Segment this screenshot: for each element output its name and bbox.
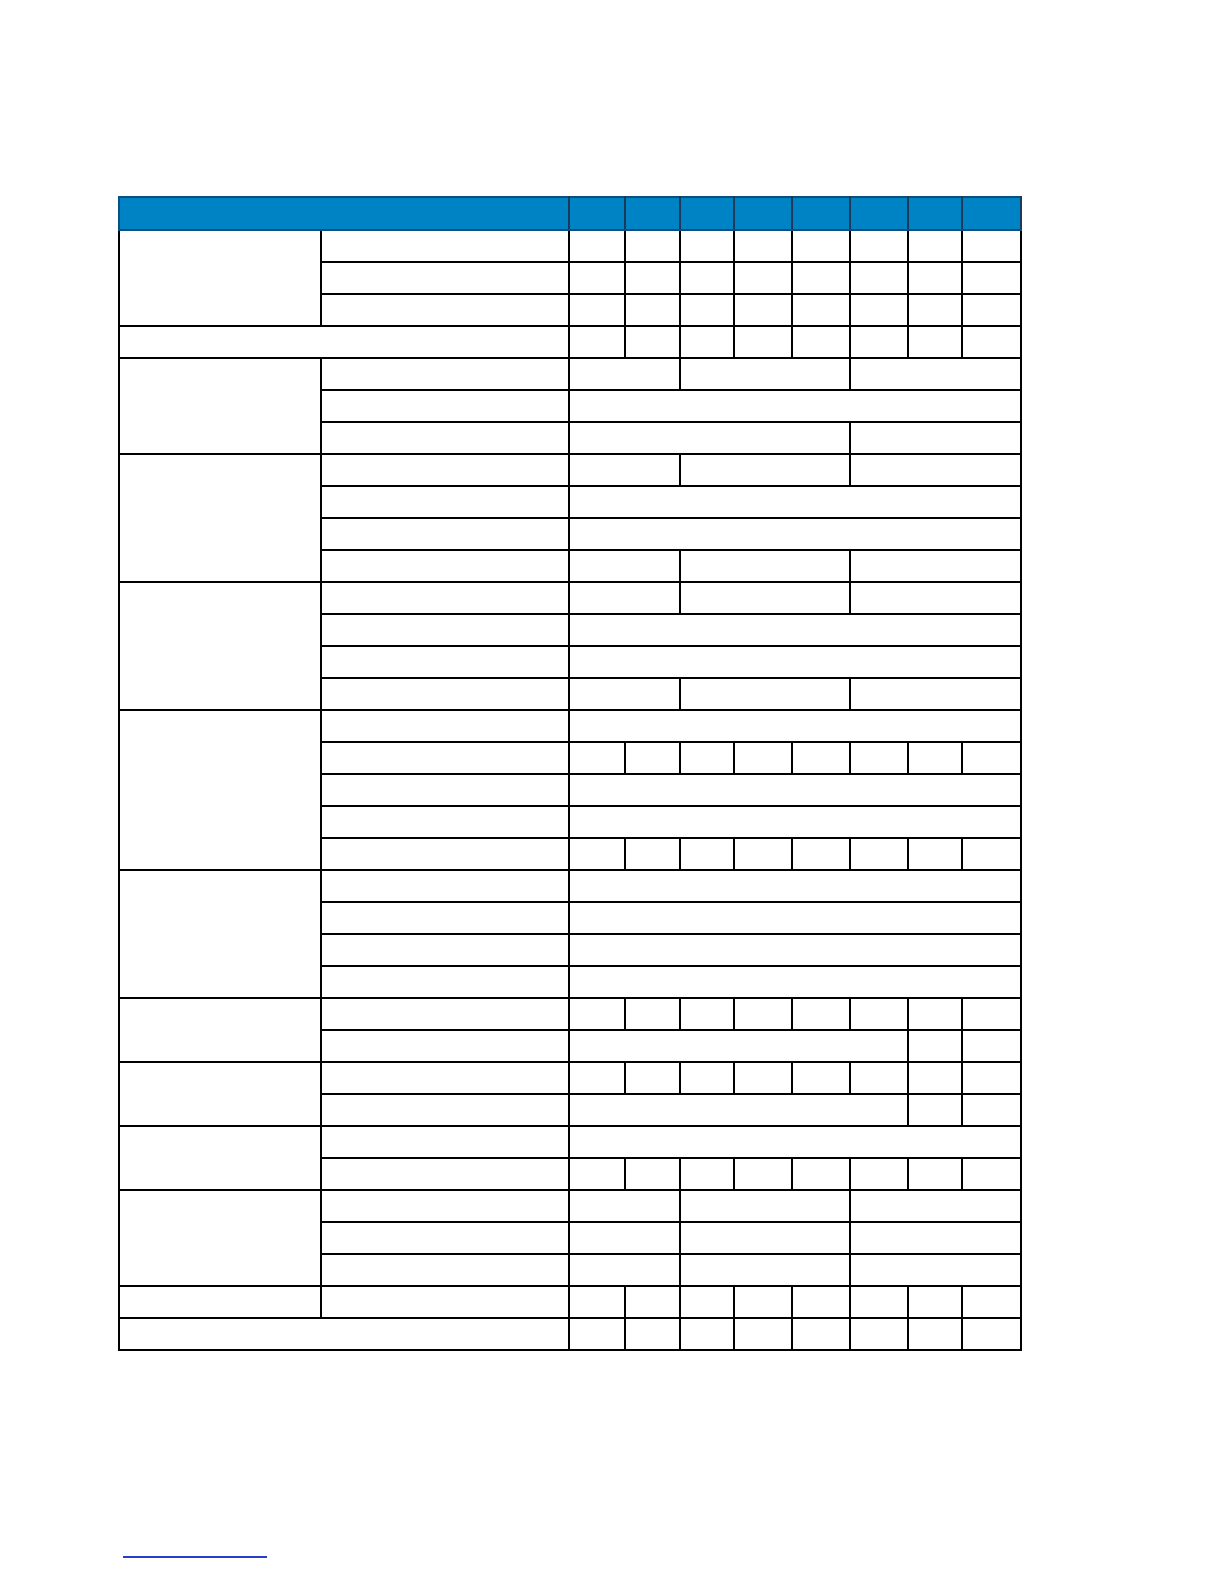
table-cell <box>569 230 625 262</box>
row-label-cell <box>321 358 569 390</box>
header-cell <box>908 197 962 230</box>
table-cell <box>962 1158 1021 1190</box>
row-label-cell <box>321 550 569 582</box>
table-cell <box>850 454 1021 486</box>
table-cell <box>734 262 792 294</box>
table-cell <box>792 262 850 294</box>
table-cell <box>792 230 850 262</box>
table-cell <box>680 294 734 326</box>
table-cell <box>569 1222 680 1254</box>
table-cell <box>569 1318 625 1350</box>
table-cell <box>792 1318 850 1350</box>
row-label-cell <box>321 934 569 966</box>
spec-table <box>118 196 1022 1351</box>
table-cell <box>850 582 1021 614</box>
row-label-cell <box>321 1062 569 1094</box>
table-cell <box>792 742 850 774</box>
table-cell <box>734 1286 792 1318</box>
table-cell <box>680 1254 850 1286</box>
table-row <box>119 710 1021 742</box>
header-cell <box>569 197 625 230</box>
table-cell <box>569 966 1021 998</box>
table-cell <box>569 806 1021 838</box>
table-cell <box>569 710 1021 742</box>
table-row <box>119 998 1021 1030</box>
table-cell <box>962 326 1021 358</box>
table-cell <box>850 358 1021 390</box>
table-cell <box>734 1062 792 1094</box>
table-cell <box>908 262 962 294</box>
table-cell <box>680 1318 734 1350</box>
table-cell <box>625 1062 680 1094</box>
table-cell <box>569 774 1021 806</box>
row-label-cell <box>321 262 569 294</box>
table-cell <box>625 326 680 358</box>
row-label-cell <box>321 582 569 614</box>
table-cell <box>734 838 792 870</box>
table-row <box>119 326 1021 358</box>
table-row <box>119 358 1021 390</box>
table-row <box>119 1190 1021 1222</box>
table-row <box>119 1318 1021 1350</box>
row-label-cell <box>321 742 569 774</box>
table-cell <box>734 1318 792 1350</box>
table-cell <box>908 294 962 326</box>
table-cell <box>569 1286 625 1318</box>
table-cell <box>680 326 734 358</box>
table-cell <box>680 1286 734 1318</box>
table-cell <box>569 742 625 774</box>
table-cell <box>850 1222 1021 1254</box>
row-label-cell <box>321 486 569 518</box>
table-cell <box>680 1158 734 1190</box>
table-cell <box>962 1030 1021 1062</box>
header-cell <box>850 197 908 230</box>
row-label-cell <box>119 326 569 358</box>
table-cell <box>680 742 734 774</box>
row-label-cell <box>321 1158 569 1190</box>
table-cell <box>908 998 962 1030</box>
table-cell <box>850 838 908 870</box>
table-cell <box>962 1062 1021 1094</box>
row-label-cell <box>321 1222 569 1254</box>
group-label-cell <box>119 870 321 998</box>
header-row <box>119 197 1021 230</box>
table-cell <box>569 1062 625 1094</box>
table-cell <box>569 390 1021 422</box>
table-cell <box>625 1158 680 1190</box>
table-cell <box>569 582 680 614</box>
row-label-cell <box>321 1030 569 1062</box>
row-label-cell <box>321 454 569 486</box>
table-cell <box>850 742 908 774</box>
table-cell <box>569 1126 1021 1158</box>
table-cell <box>569 614 1021 646</box>
table-cell <box>569 1158 625 1190</box>
table-cell <box>908 230 962 262</box>
row-label-cell <box>321 678 569 710</box>
table-row <box>119 582 1021 614</box>
group-label-cell <box>119 1286 321 1318</box>
table-cell <box>850 678 1021 710</box>
table-cell <box>908 742 962 774</box>
table-cell <box>792 294 850 326</box>
table-cell <box>908 1318 962 1350</box>
table-cell <box>908 1286 962 1318</box>
table-cell <box>792 838 850 870</box>
table-cell <box>850 1062 908 1094</box>
table-cell <box>792 1286 850 1318</box>
table-cell <box>625 262 680 294</box>
table-cell <box>569 262 625 294</box>
table-cell <box>962 838 1021 870</box>
table-cell <box>680 550 850 582</box>
group-label-cell <box>119 230 321 326</box>
table-cell <box>850 550 1021 582</box>
table-cell <box>569 1254 680 1286</box>
table-cell <box>792 998 850 1030</box>
row-label-cell <box>321 902 569 934</box>
table-cell <box>625 1318 680 1350</box>
table-cell <box>569 326 625 358</box>
table-cell <box>908 1062 962 1094</box>
table-cell <box>680 838 734 870</box>
row-label-cell <box>321 966 569 998</box>
table-cell <box>734 230 792 262</box>
table-cell <box>908 1030 962 1062</box>
table-row <box>119 454 1021 486</box>
row-label-cell <box>119 1318 569 1350</box>
table-cell <box>734 742 792 774</box>
group-label-cell <box>119 1126 321 1190</box>
table-cell <box>792 326 850 358</box>
table-cell <box>734 998 792 1030</box>
table-cell <box>680 230 734 262</box>
table-cell <box>908 838 962 870</box>
group-label-cell <box>119 582 321 710</box>
table-cell <box>962 262 1021 294</box>
table-cell <box>625 230 680 262</box>
row-label-cell <box>321 1254 569 1286</box>
row-label-cell <box>321 774 569 806</box>
table-cell <box>569 998 625 1030</box>
table-cell <box>962 294 1021 326</box>
table-cell <box>680 262 734 294</box>
table-cell <box>569 358 680 390</box>
table-cell <box>680 1222 850 1254</box>
table-cell <box>850 1158 908 1190</box>
table-cell <box>962 230 1021 262</box>
table-cell <box>569 518 1021 550</box>
table-cell <box>625 838 680 870</box>
table-cell <box>569 422 850 454</box>
row-label-cell <box>321 710 569 742</box>
table-cell <box>850 1318 908 1350</box>
table-cell <box>792 1158 850 1190</box>
table-cell <box>680 678 850 710</box>
group-label-cell <box>119 358 321 454</box>
row-label-cell <box>321 294 569 326</box>
group-label-cell <box>119 998 321 1062</box>
table-cell <box>569 1030 908 1062</box>
row-label-cell <box>321 1190 569 1222</box>
table-cell <box>625 294 680 326</box>
row-label-cell <box>321 1094 569 1126</box>
table-cell <box>962 742 1021 774</box>
header-cell <box>734 197 792 230</box>
table-cell <box>569 294 625 326</box>
table-cell <box>850 1254 1021 1286</box>
row-label-cell <box>321 998 569 1030</box>
footnote-separator <box>123 1556 267 1558</box>
table-cell <box>625 1286 680 1318</box>
table-cell <box>850 262 908 294</box>
table-cell <box>625 742 680 774</box>
row-label-cell <box>321 806 569 838</box>
table-cell <box>792 1062 850 1094</box>
table-cell <box>908 326 962 358</box>
table-cell <box>734 294 792 326</box>
header-cell <box>680 197 734 230</box>
table-cell <box>625 998 680 1030</box>
group-label-cell <box>119 1062 321 1126</box>
table-cell <box>569 1190 680 1222</box>
row-label-cell <box>321 614 569 646</box>
table-row <box>119 1062 1021 1094</box>
table-cell <box>569 486 1021 518</box>
header-cell <box>625 197 680 230</box>
table-cell <box>962 1094 1021 1126</box>
table-cell <box>680 1190 850 1222</box>
table-cell <box>908 1158 962 1190</box>
table-row <box>119 1286 1021 1318</box>
header-cell <box>119 197 569 230</box>
table-row <box>119 870 1021 902</box>
table-cell <box>569 934 1021 966</box>
table-cell <box>908 1094 962 1126</box>
table-cell <box>734 326 792 358</box>
table-cell <box>569 838 625 870</box>
table-cell <box>680 454 850 486</box>
table-cell <box>680 358 850 390</box>
table-cell <box>850 1190 1021 1222</box>
table-cell <box>680 998 734 1030</box>
header-cell <box>962 197 1021 230</box>
table-cell <box>569 550 680 582</box>
table-cell <box>850 422 1021 454</box>
table-row <box>119 1126 1021 1158</box>
row-label-cell <box>321 838 569 870</box>
group-label-cell <box>119 454 321 582</box>
row-label-cell <box>321 230 569 262</box>
group-label-cell <box>119 710 321 870</box>
row-label-cell <box>321 870 569 902</box>
row-label-cell <box>321 422 569 454</box>
table-cell <box>569 1094 908 1126</box>
header-cell <box>792 197 850 230</box>
row-label-cell <box>321 1126 569 1158</box>
table-cell <box>680 582 850 614</box>
table-cell <box>569 454 680 486</box>
row-label-cell <box>321 1286 569 1318</box>
table-cell <box>569 678 680 710</box>
table-cell <box>850 998 908 1030</box>
table-cell <box>962 1286 1021 1318</box>
table-cell <box>569 646 1021 678</box>
table-cell <box>850 1286 908 1318</box>
table-cell <box>569 902 1021 934</box>
group-label-cell <box>119 1190 321 1286</box>
table-cell <box>850 230 908 262</box>
table-cell <box>962 1318 1021 1350</box>
row-label-cell <box>321 518 569 550</box>
table-cell <box>850 326 908 358</box>
table-cell <box>569 870 1021 902</box>
table-cell <box>734 1158 792 1190</box>
table-row <box>119 230 1021 262</box>
table-cell <box>962 998 1021 1030</box>
row-label-cell <box>321 646 569 678</box>
row-label-cell <box>321 390 569 422</box>
table-cell <box>850 294 908 326</box>
table-cell <box>680 1062 734 1094</box>
